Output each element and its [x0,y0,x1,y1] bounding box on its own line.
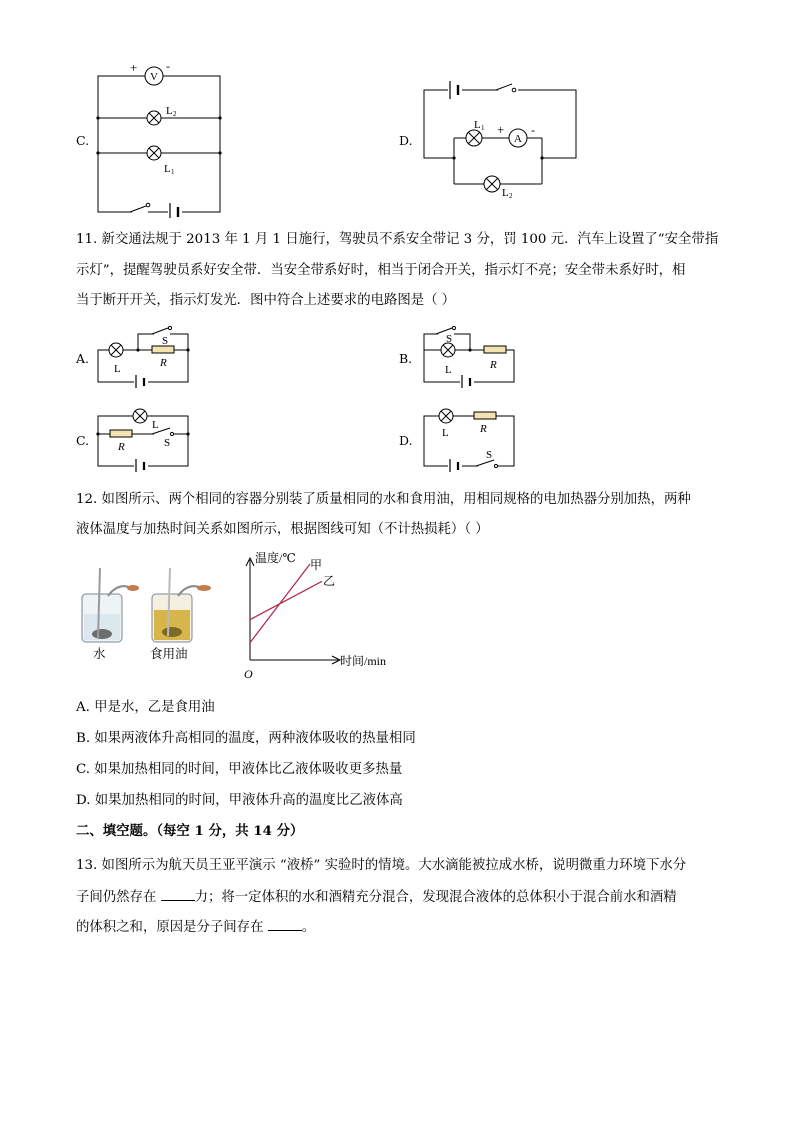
lamp-l2-label: L [166,105,173,117]
q13-line-2 [76,887,677,907]
water-beaker [82,568,139,642]
lamp-l-label-a: L [114,363,121,375]
q11-option-b-label: B. [399,351,413,366]
q11-line-1: 11. 新交通法规于 2013 年 1 月 1 日施行，驾驶员不系安全带记 3 分，罚 100 元．汽车上设置了“安全带指 [76,232,719,247]
q13-line-2-start: 子间仍然存在 [76,890,161,905]
lamp-l1-label: L [164,163,171,175]
q11-option-a-label: A. [76,351,90,366]
q10-circuit-c [90,58,230,218]
oil-label: 食用油 [150,646,188,661]
q12-line-1: 12. 如图所示、两个相同的容器分别装了质量相同的水和食用油，用相同规格的电加热器分别加热，两种 [76,492,691,507]
q11-option-c-label: C. [76,433,90,448]
switch-s-label-b: S [446,333,453,345]
q13-line-3-start: 的体积之和，原因是分子间存在 [76,920,268,935]
resistor-r-label-b: R [490,359,497,371]
resistor-r-label-a: R [160,357,167,369]
q11-option-d-label: D. [399,433,413,448]
series-yi-label: 乙 [323,574,336,588]
ammeter-minus: - [531,123,535,137]
q12-choice-a: A. 甲是水，乙是食用油 [76,700,215,715]
lamp-l2-sub-d: 2 [509,192,513,200]
lamp-l-label-c: L [152,419,159,431]
switch-s-label-d: S [486,449,493,461]
series-line-yi [250,581,322,619]
voltmeter-plus: + [130,60,138,75]
series-jia-label: 甲 [310,558,323,572]
section-2-heading: 二、填空题。（每空 1 分，共 14 分） [76,823,304,839]
q11-circuit-d [418,402,528,472]
q13-line-2-end: 力；将一定体积的水和酒精充分混合，发现混合液体的总体积小于混合前水和酒精 [194,890,677,905]
q11-line-3: 当于断开开关，指示灯发光．图中符合上述要求的电路图是（ ） [76,293,456,308]
q12-line-2: 液体温度与加热时间关系如图所示，根据图线可知（不计热损耗）（ ） [76,522,489,537]
lamp-l1-label-d: L [474,119,481,131]
q12-choice-d: D. 如果加热相同的时间，甲液体升高的温度比乙液体高 [76,793,403,808]
q12-choice-c: C. 如果加热相同的时间，甲液体比乙液体吸收更多热量 [76,762,403,777]
resistor-r-label-c: R [118,441,125,453]
q13-blank-2[interactable] [268,917,302,931]
q13-line-1: 13. 如图所示为航天员王亚平演示 “液桥” 实验时的情境。大水滴能被拉成水桥，说明微重力环境下水分 [76,858,687,873]
q12-choice-b: B. 如果两液体升高相同的温度，两种液体吸收的热量相同 [76,731,416,746]
q10-option-d-label: D. [399,133,413,148]
temp-time-chart [238,546,408,686]
ammeter-a-symbol: A [514,133,522,145]
lamp-l2-sub: 2 [173,110,177,118]
q10-option-c-label: C. [76,133,90,148]
lamp-l2-label-d: L [502,187,509,199]
q11-circuit-a [92,322,202,388]
voltmeter-v-symbol: V [150,71,158,83]
water-label: 水 [93,646,106,661]
lamp-l-label-d: L [442,427,449,439]
lamp-l1-sub-d: 1 [481,124,485,132]
q11-circuit-b [418,318,528,388]
q11-circuit-c [92,402,202,472]
q10-circuit-d [418,76,588,206]
chart-origin-label: O [244,667,253,681]
oil-beaker [152,568,211,642]
ammeter-plus: + [497,122,505,137]
switch-s-label-a: S [162,335,169,347]
voltmeter-minus: - [166,59,170,73]
chart-y-axis-label: 温度/℃ [255,551,296,565]
q13-line-3-end: 。 [301,920,316,935]
q13-blank-1[interactable] [161,887,195,901]
q13-line-3 [76,917,315,937]
chart-x-axis-label: 时间/min [340,654,387,668]
switch-s-label-c: S [164,437,171,449]
q11-line-2: 示灯”，提醒驾驶员系好安全带．当安全带系好时，相当于闭合开关，指示灯不亮；安全带未系好时，相 [76,263,686,278]
lamp-l1-sub: 1 [171,168,175,176]
lamp-l-label-b: L [445,364,452,376]
resistor-r-label-d: R [480,423,487,435]
